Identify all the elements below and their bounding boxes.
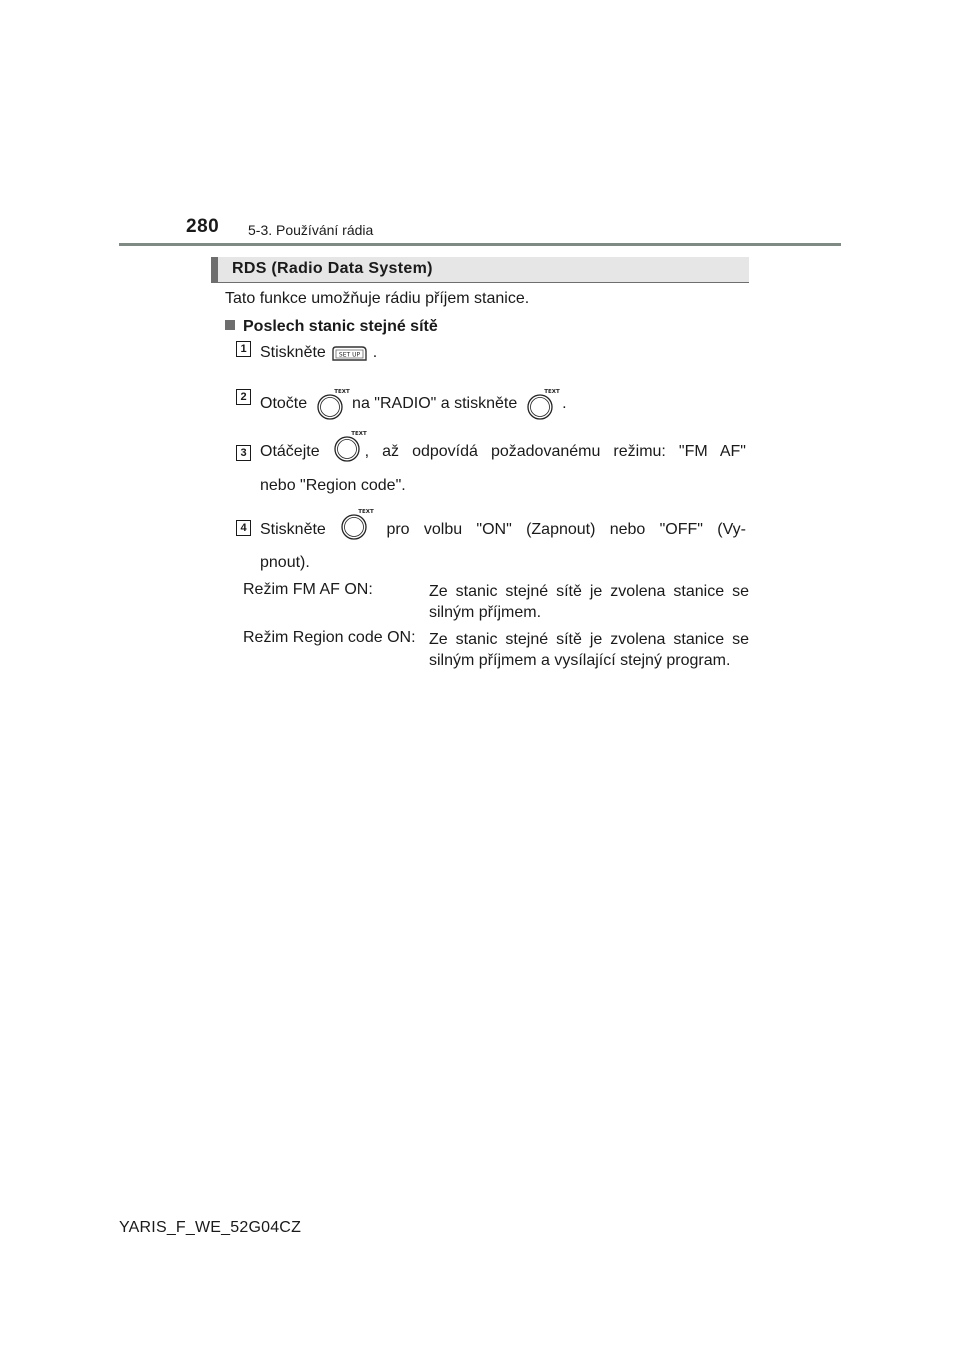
step-2-before: Otočte [260,395,308,413]
step-4-line [260,509,747,540]
text-knob-icon [340,508,372,540]
section-label: 5-3. Používání rádia [248,222,374,238]
step-3-before: Otáčejte [260,443,320,461]
mode-desc-fm-af: Ze stanic stejné sítě je zvolena stanice se silným příjmem. [429,583,749,621]
footer-code: YARIS_F_WE_52G04CZ [119,1219,302,1236]
intro-text: Tato funkce umožňuje rádiu příjem stanice. [225,290,530,307]
header-rule [119,243,841,246]
step-1-line [260,344,377,362]
mode-label-fm-af: Režim FM AF ON: [243,581,373,598]
step-number-1: 1 [236,341,251,357]
sub-heading-text: Poslech stanic stejné sítě [243,318,438,335]
step-3-line [260,431,746,462]
rds-section-title: RDS (Radio Data System) [232,260,433,277]
knob-label: TEXT [358,509,374,515]
step-4-after: pro volbu "ON" (Zapnout) nebo "OFF" (Vy- [386,521,747,539]
knob-label: TEXT [350,431,367,437]
text-knob-icon [333,430,365,462]
step-2-line [260,388,567,420]
knob-label: TEXT [333,389,350,395]
mode-desc-region-code: Ze stanic stejné sítě je zvolena stanice se silným příjmem a vysílající stejný program. [429,631,749,669]
page-number: 280 [186,216,220,237]
text-knob-icon [526,388,558,420]
step-number-3: 3 [236,445,251,461]
step-2-after: . [562,395,567,413]
step-1-before: Stiskněte [260,344,326,362]
rds-section-box [211,257,749,283]
square-bullet-icon [225,320,235,330]
step-3-continuation: nebo "Region code". [260,477,406,494]
step-4-continuation: pnout). [260,554,310,571]
knob-label: TEXT [543,389,560,395]
step-1-after: . [372,344,378,362]
step-number-4: 4 [236,520,251,536]
text-knob-icon [316,388,348,420]
setup-button-icon [330,344,368,362]
mode-label-region-code: Režim Region code ON: [243,629,416,646]
step-number-2: 2 [236,389,251,405]
step-3-after: , až odpovídá požadovanému režimu: "FM AF" [364,443,746,461]
setup-button-label: SET UP [339,351,361,359]
sub-heading [225,318,438,336]
step-4-before: Stiskněte [260,521,326,539]
step-2-middle: na "RADIO" a stiskněte [352,395,518,413]
